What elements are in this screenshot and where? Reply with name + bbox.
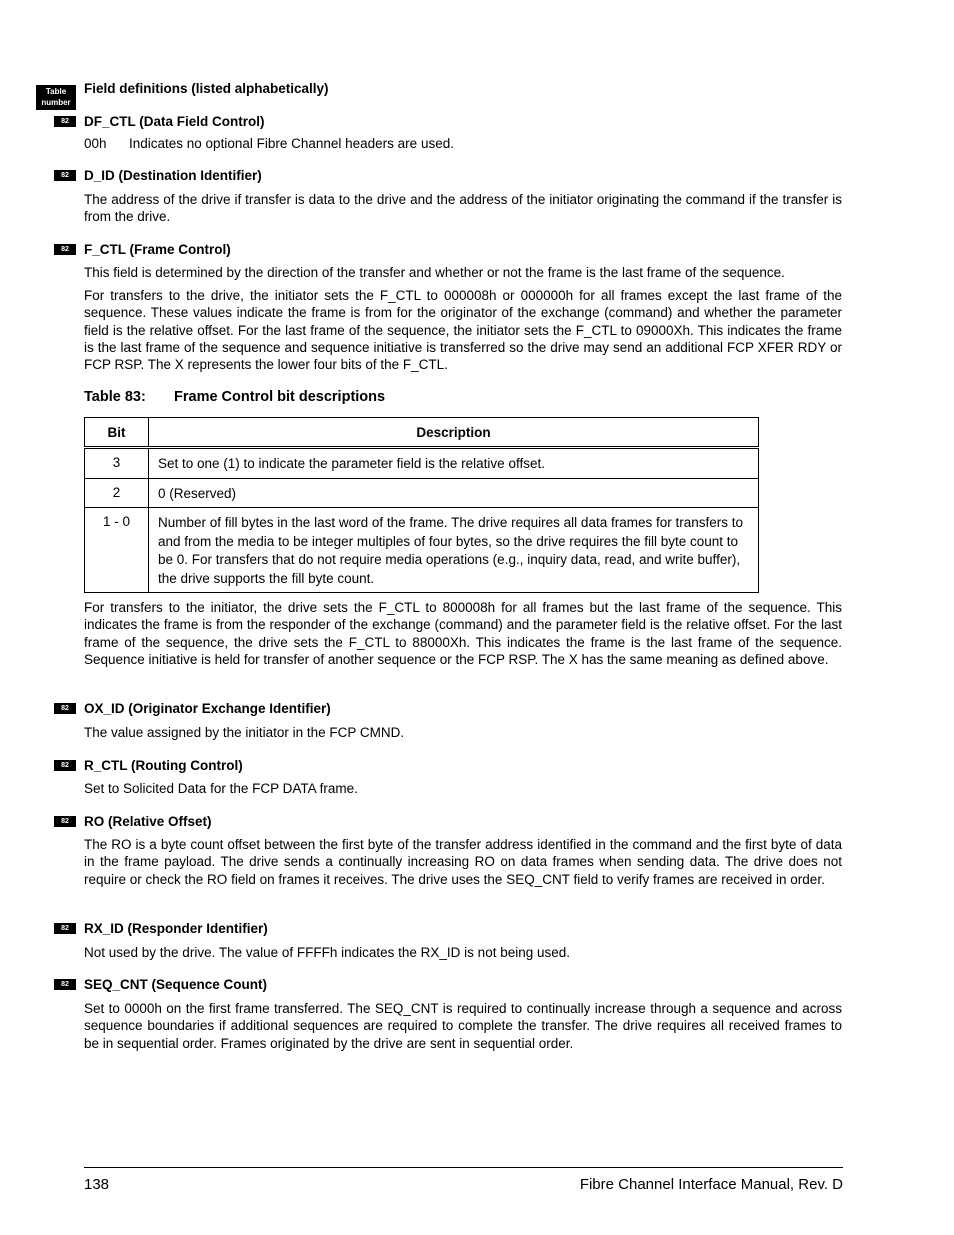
cell-description: Set to one (1) to indicate the parameter field is the relative offset. (149, 448, 759, 479)
table-ref-tag: 82 (54, 116, 76, 127)
footer-doc-title: Fibre Channel Interface Manual, Rev. D (579, 1176, 843, 1193)
seq-cnt-body: Set to 0000h on the first frame transferred. The SEQ_CNT is required to continually increase through a sequence and across sequence boundaries if additional sequences are required to complete the transfer. The drive requires all received frames to be in sequential order. Frames originated by the drive are sent in sequential order. (84, 1001, 842, 1051)
header-bit: Bit (85, 418, 149, 448)
ro-body: The RO is a byte count offset between the first byte of the transfer address identified in the command and the first byte of data in the frame payload. The drive sends a continually increasing RO on data frames when sending data. The drive does not require or check the RO field on frames it receives. The drive uses the SEQ_CNT field to verify frames are received in order. (84, 837, 842, 887)
margin-tag-line1: Table (45, 87, 67, 96)
table-83-caption-number: Table 83: (84, 389, 146, 405)
table-ref-tag: 82 (54, 923, 76, 934)
table-row (85, 448, 759, 479)
heading-ro: RO (Relative Offset) (84, 814, 212, 829)
table-header-row (85, 418, 759, 448)
table-number-margin-tag (36, 85, 76, 110)
cell-bit: 3 (85, 448, 149, 479)
heading-r-ctl: R_CTL (Routing Control) (84, 758, 243, 773)
table-83-caption-title: Frame Control bit descriptions (174, 389, 386, 405)
table-row (85, 508, 759, 593)
heading-seq-cnt: SEQ_CNT (Sequence Count) (84, 977, 268, 992)
heading-df-ctl: DF_CTL (Data Field Control) (84, 114, 265, 129)
page-number: 138 (84, 1176, 110, 1193)
d-id-body: The address of the drive if transfer is data to the drive and the address of the initiator originating the command if the transfer is from the drive. (84, 192, 842, 225)
heading-f-ctl: F_CTL (Frame Control) (84, 242, 231, 257)
cell-description: Number of fill bytes in the last word of the frame. The drive requires all data frames for transfers to and from the media to be integer multiples of four bytes, so the drive requires the fill byte count to be 0. For transfers that do not require media operations (e.g., inquiry data, read, and write buffer), the drive supports the fill byte count. (149, 508, 759, 593)
header-description: Description (149, 418, 759, 448)
table-row (85, 478, 759, 508)
table-ref-tag: 82 (54, 703, 76, 714)
table-ref-tag: 82 (54, 244, 76, 255)
heading-d-id: D_ID (Destination Identifier) (84, 168, 262, 183)
heading-rx-id: RX_ID (Responder Identifier) (84, 921, 268, 936)
table-ref-tag: 82 (54, 760, 76, 771)
r-ctl-body: Set to Solicited Data for the FCP DATA frame. (84, 781, 358, 796)
frame-control-table (84, 417, 759, 593)
cell-description: 0 (Reserved) (149, 478, 759, 508)
footer-rule (84, 1167, 843, 1168)
cell-bit: 2 (85, 478, 149, 508)
page-title: Field definitions (listed alphabetically) (84, 81, 329, 96)
f-ctl-body-1: This field is determined by the direction of the transfer and whether or not the frame is the last frame of the sequence. (84, 265, 785, 280)
f-ctl-body-3: For transfers to the initiator, the drive sets the F_CTL to 800008h for all frames but the last frame of the sequence. This indicates the frame is from the responder of the exchange (command) and the parameter field is the relative offset. For the last frame of the sequence, the drive sets the F_CTL to 88000Xh. This indicates the frame is the last frame of the sequence. Sequence initiative is held for transfer of another sequence or the FCP RSP. The X has the same meaning as defined above. (84, 600, 842, 667)
table-ref-tag: 82 (54, 170, 76, 181)
table-ref-tag: 82 (54, 979, 76, 990)
table-ref-tag: 82 (54, 816, 76, 827)
df-ctl-code-desc: Indicates no optional Fibre Channel headers are used. (129, 136, 454, 151)
ox-id-body: The value assigned by the initiator in the FCP CMND. (84, 725, 405, 740)
cell-bit: 1 - 0 (85, 508, 149, 593)
rx-id-body: Not used by the drive. The value of FFFFh indicates the RX_ID is not being used. (84, 945, 571, 960)
margin-tag-line2: number (41, 98, 71, 107)
df-ctl-code: 00h (84, 136, 107, 151)
f-ctl-body-2: For transfers to the drive, the initiator sets the F_CTL to 000008h or 000000h for all frames except the last frame of the sequence. These values indicate the frame is from for the originator of the exchange (command) and whether the parameter field is the relative offset. For the last frame of the sequence, the initiator sets the F_CTL to 09000Xh. This indicates the frame is the last frame of the sequence and sequence initiative is transferred so the drive may send an additional FCP XFER RDY or FCP RSP. The X represents the lower four bits of the F_CTL. (84, 288, 842, 373)
heading-ox-id: OX_ID (Originator Exchange Identifier) (84, 701, 331, 716)
